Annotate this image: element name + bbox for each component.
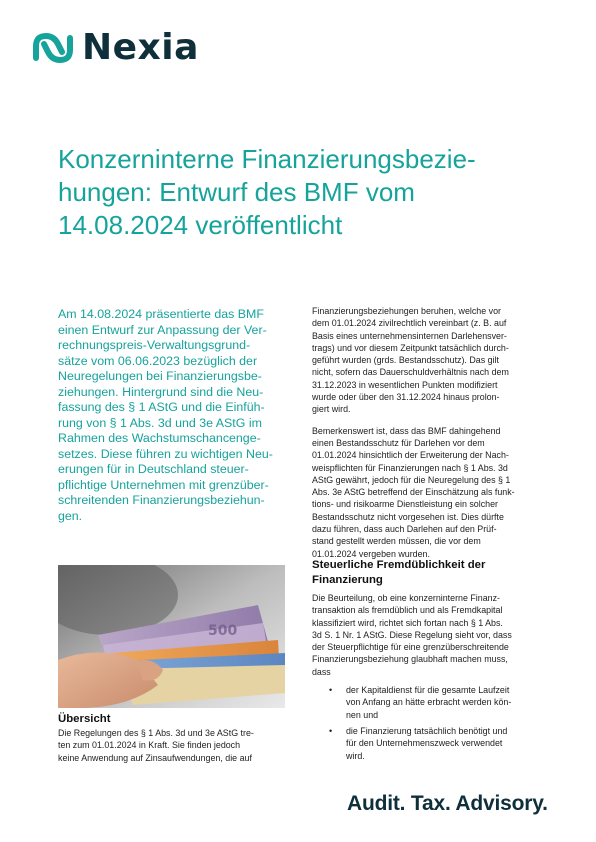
footer-tagline: Audit. Tax. Advisory. [347,792,548,815]
section-heading-line: Steuerliche Fremdüblichkeit der [312,559,486,571]
intro-line: setzes. Diese führen zu wichtigen Neu- [58,446,273,461]
intro-line: sätze vom 06.06.2023 bezüglich der [58,353,258,368]
text-line: giert wird. [312,404,351,415]
text-line: 3d S. 1 Nr. 1 AStG. Diese Regelung sieht vor, dass [312,629,512,640]
text-line: Bestandsschutz nicht vorgesehen ist. Dies dürfte [312,511,504,522]
intro-line: pflichtige Unternehmen mit grenzüber- [58,477,269,492]
text-line: 01.01.2024 vergeben wurden. [312,548,430,559]
text-line: weispflichten für Finanzierungen nach § 1 Abs. 3d [312,462,508,473]
text-line: einen Bestandsschutz für Darlehen vor dem [312,437,485,448]
intro-line: Rahmen des Wachstumschancenge- [58,431,261,445]
nexia-logo [30,28,199,68]
text-line: der Steuerpflichtige für eine grenzüberschreitende [312,642,509,653]
text-line: trags) und vor diesem Zeitpunkt tatsächlich durch- [312,342,509,353]
text-line: 31.12.2023 in wesentlichen Punkten modifiziert [312,379,498,390]
overview-text [58,727,288,764]
intro-line: Neuregelungen bei Finanzierungsbe- [58,369,262,383]
intro-line: ziehungen. Hintergrund sind die Neu- [58,384,264,399]
text-line: 01.01.2024 hinsichtlich der Erweiterung der Nach- [312,450,509,461]
bullet-list [312,684,552,762]
paragraph-bemerkenswert [312,425,552,560]
text-line: von Anfang an hätte erbracht werden kön- [346,697,512,708]
text-line: Finanzierungsbeziehungen beruhen, welche vor [312,306,501,316]
text-line: die Finanzierung tatsächlich benötigt und [346,725,508,736]
text-line: wird. [346,750,365,761]
intro-line: gen. [58,508,83,523]
intro-line: rechnungspreis-Verwaltungsgrund- [58,338,251,352]
text-line: tions- und risikoarme Dienstleistung ein solcher [312,499,498,510]
text-line: wurde oder über den 31.12.2024 hinaus prolon- [312,392,500,403]
banknotes-in-hand-photo [58,565,285,708]
text-line: der Kapitaldienst für die gesamte Laufzeit [346,685,510,696]
intro-line: Am 14.08.2024 präsentierte das BMF [58,307,264,321]
overview-line: keine Anwendung auf Zinsaufwendungen, die auf [58,752,252,763]
section-paragraph [312,592,552,678]
text-line: stand gestellt werden müssen, die vor dem [312,536,481,547]
page-title [58,143,538,242]
text-line: Die Beurteilung, ob eine konzerninterne Finanz- [312,593,500,603]
right-column [312,305,552,569]
text-line: nen und [346,709,379,720]
text-line: dazu führen, dass auch Darlehen auf den Prüf- [312,524,497,535]
text-line: geführt wurden (grds. Bestandsschutz). Das gilt [312,355,499,366]
list-item [312,725,552,762]
fremduelichkeit-section [312,558,552,766]
text-line: dass [312,666,331,677]
text-line: klassifiziert wird, richtet sich fortan nach § 1 Abs. [312,617,503,628]
bullet-icon: • [329,685,333,696]
paragraph-bestandsschutz [312,305,552,416]
intro-line: schreitenden Finanzierungsbeziehun- [58,493,265,507]
brand-name: Nexia [82,27,199,68]
banknotes-illustration-icon [58,565,285,708]
nexia-logo-mark-icon [30,28,76,68]
text-line: dem 01.01.2024 zivilrechtlich vereinbart (z. B. auf [312,318,507,329]
text-line: Abs. 3e AStG betreffend der Einschätzung als funk- [312,487,515,498]
overview-section [58,712,288,764]
list-item [312,684,552,721]
text-line: nicht, sofern das Dauerschuldverhältnis nach dem [312,367,509,378]
title-line: hungen: Entwurf des BMF vom [58,177,415,207]
intro-line: fassung des § 1 AStG und die Einfüh- [58,400,265,414]
text-line: Bemerkenswert ist, dass das BMF dahingehend [312,425,501,436]
overview-heading: Übersicht [58,713,111,725]
intro-paragraph [58,307,290,524]
text-line: Finanzierungsbeziehung glaubhaft machen muss, [312,654,508,665]
text-line: transaktion als fremdüblich und als Fremdkapital [312,605,503,616]
section-heading [312,558,552,588]
section-heading-line: Finanzierung [312,574,383,586]
bullet-icon: • [329,725,333,736]
overview-line: ten zum 01.01.2024 in Kraft. Sie finden jedoch [58,740,241,751]
intro-line: erungen für in Deutschland steuer- [58,462,249,476]
intro-line: rung von § 1 Abs. 3d und 3e AStG im [58,415,262,430]
text-line: für den Unternehmenszweck verwendet [346,738,503,749]
svg-text:500: 500 [208,623,238,639]
overview-line: Die Regelungen des § 1 Abs. 3d und 3e AStG tre- [58,728,254,738]
title-line: 14.08.2024 veröffentlicht [58,210,343,240]
intro-line: einen Entwurf zur Anpassung der Ver- [58,322,267,337]
title-line: Konzerninterne Finanzierungsbezie- [58,144,476,174]
text-line: Basis eines unternehmensinternen Darlehensver- [312,330,507,341]
text-line: AStG gewährt, jedoch für die Neuregelung des § 1 [312,474,511,485]
